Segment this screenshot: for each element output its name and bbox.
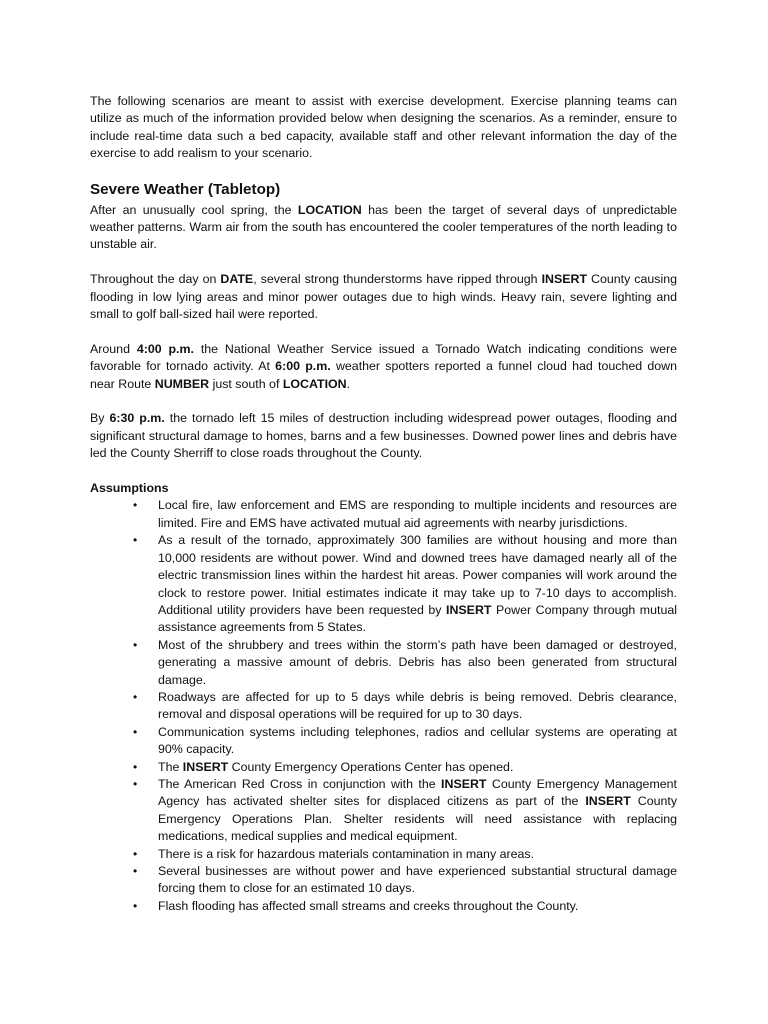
list-item: • Flash flooding has affected small streams and creeks throughout the County.	[90, 898, 677, 915]
scenario-paragraph-3: Around 4:00 p.m. the National Weather Service issued a Tornado Watch indicating conditions were favorable for tornado activity. At 6:00 p.m. weather spotters reported a funnel cloud had touched down near Route NUMBER just south of LOCATION.	[90, 341, 677, 391]
list-item: • Several businesses are without power and have experienced substantial structural damage forcing them to close for an estimated 10 days.	[133, 864, 677, 896]
list-item: • The American Red Cross in conjunction with the INSERT County Emergency Management Agency has activated shelter sites for displaced citizens as part of the INSERT County Emergency Operations Plan. Shelter residents will need assistance with replacing medications, medical supplies and medical equipment.	[133, 776, 678, 844]
bullet-icon: •	[133, 846, 138, 861]
scenario-paragraph-2: Throughout the day on DATE, several strong thunderstorms have ripped through INSERT County causing flooding in low lying areas and minor power outages due to high winds. Heavy rain, severe lighting and small to golf ball-sized hail were reported.	[90, 272, 677, 322]
bullet-icon: •	[133, 637, 138, 652]
bullet-icon: •	[133, 533, 138, 548]
bullet-icon: •	[133, 724, 138, 739]
bullet-icon: •	[133, 776, 138, 791]
scenario-heading: Severe Weather (Tabletop)	[90, 180, 281, 198]
intro-paragraph: The following scenarios are meant to assist with exercise development. Exercise planning teams can utilize as much of the information provided below when designing the scenarios. As a reminder, ensure to include real-time data such a bed capacity, available staff and other relevant information the day of the exercise to add realism to your scenario.	[90, 94, 677, 161]
list-item: • As a result of the tornado, approximately 300 families are without housing and more than 10,000 residents are without power. Wind and downed trees have damaged nearly all of the electric transmission lines within the hardest hit areas. Power companies will work around the clock to restore power. Initial estimates indicate it may take up to 7-10 days to accomplish. Additional utility providers have been requested by INSERT Power Company through mutual assistance agreements from 5 States.	[133, 533, 677, 635]
bullet-icon: •	[133, 689, 138, 704]
assumptions-heading: Assumptions	[90, 481, 169, 496]
list-item: • There is a risk for hazardous materials contamination in many areas.	[90, 846, 677, 863]
scenario-paragraph-4: By 6:30 p.m. the tornado left 15 miles of destruction including widespread power outages, flooding and significant structural damage to homes, barns and a few businesses. Downed power lines and debris have led the County Sherriff to close roads throughout the County.	[90, 411, 678, 461]
list-item: • The INSERT County Emergency Operations Center has opened.	[90, 759, 677, 776]
assumptions-list	[90, 497, 677, 915]
list-item: • Communication systems including telephones, radios and cellular systems are operating at 90% capacity.	[133, 724, 677, 757]
document-body	[90, 93, 677, 915]
list-item: • Local fire, law enforcement and EMS are responding to multiple incidents and resources are limited. Fire and EMS have activated mutual aid agreements with nearby jurisdictions.	[133, 498, 677, 530]
bullet-icon: •	[133, 759, 138, 774]
list-item: • Most of the shrubbery and trees within the storm’s path have been damaged or destroyed, generating a massive amount of debris. Debris has also been generated from structural damage.	[133, 637, 677, 687]
list-item: • Roadways are affected for up to 5 days while debris is being removed. Debris clearance, removal and disposal operations will be required for up to 30 days.	[133, 689, 677, 722]
scenario-paragraph-1: After an unusually cool spring, the LOCATION has been the target of several days of unpredictable weather patterns. Warm air from the south has encountered the cooler temperatures of the north leading to unstable air.	[90, 202, 677, 252]
bullet-icon: •	[133, 498, 138, 513]
bullet-icon: •	[133, 898, 138, 913]
bullet-icon: •	[133, 864, 138, 878]
